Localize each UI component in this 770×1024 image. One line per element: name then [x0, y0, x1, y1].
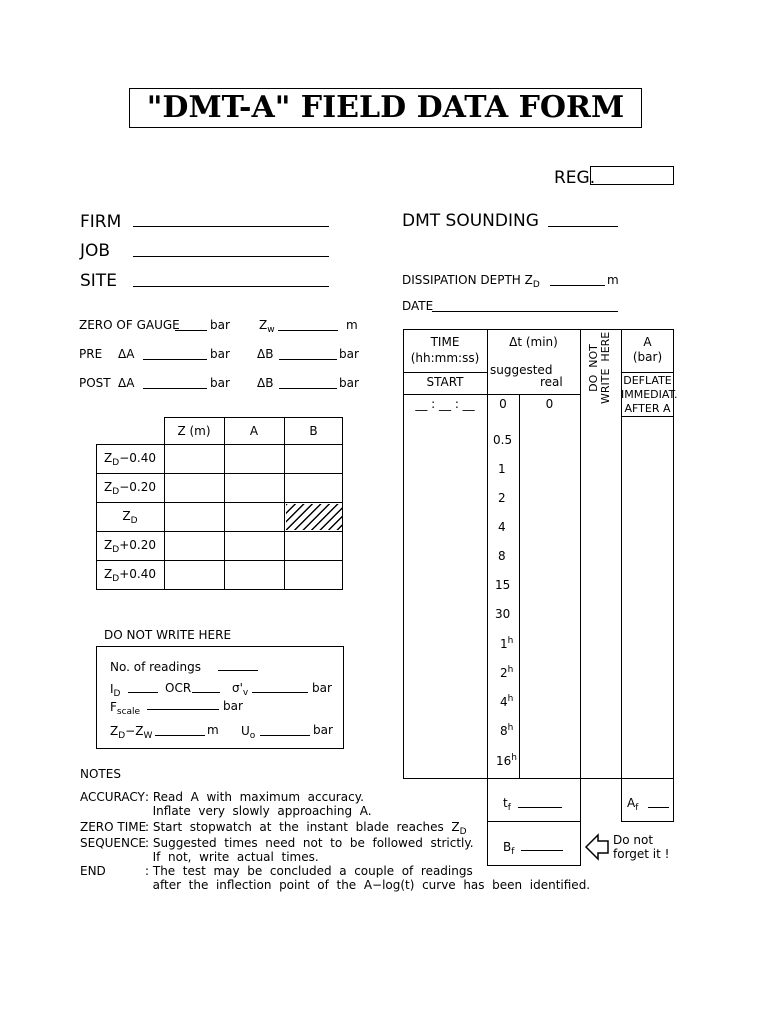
- note-key: ZERO TIME: [80, 820, 147, 834]
- reg-label: REG.: [554, 168, 596, 188]
- note-text: : The test may be concluded a couple of readings after the inflection point of the A−log(t) curve has been identified.: [145, 864, 591, 892]
- job-field[interactable]: [133, 256, 329, 257]
- post-dB-field[interactable]: [279, 388, 337, 389]
- date-field[interactable]: [432, 311, 618, 312]
- real-label: real: [540, 375, 563, 389]
- depth-header-b: B: [309, 424, 318, 438]
- dissipation-depth-label: DISSIPATION DEPTH $Z_D$: [402, 273, 540, 290]
- arrow-left-icon: [584, 833, 610, 861]
- dissipation-depth-field[interactable]: [550, 285, 605, 286]
- time-value: 4: [498, 520, 506, 534]
- dt-header: Δt (min): [509, 335, 558, 349]
- time-header: TIME: [430, 335, 460, 349]
- suggested-label: suggested: [490, 363, 553, 377]
- deflate-note: DEFLATE IMMEDIAT. AFTER A: [621, 374, 678, 415]
- pre-dA-label: ΔA: [118, 347, 135, 361]
- start-label: START: [426, 375, 464, 389]
- time-value: 8: [498, 549, 506, 563]
- zdzw-field[interactable]: [155, 735, 205, 736]
- tf-field[interactable]: [518, 807, 562, 808]
- post-dA-label: ΔA: [118, 376, 135, 390]
- uo-field[interactable]: [260, 735, 310, 736]
- readings-field[interactable]: [218, 670, 258, 671]
- hour-value: 4$^h$: [500, 694, 514, 709]
- depth-row-label: $Z_D+0.40$: [104, 567, 156, 584]
- hour-value: 2$^h$: [500, 665, 514, 680]
- id-field[interactable]: [128, 692, 158, 693]
- pre-dB-unit: bar: [339, 347, 359, 361]
- pre-dB-field[interactable]: [279, 359, 337, 360]
- real-zero: 0: [545, 397, 554, 411]
- tf-box: [487, 778, 581, 822]
- zw-label: $Z_w$: [259, 318, 275, 335]
- zw-field[interactable]: [278, 330, 338, 331]
- time-header-format: (hh:mm:ss): [410, 351, 480, 365]
- time-value: 30: [495, 607, 511, 621]
- tf-label: $t_f$: [503, 796, 511, 813]
- note-key: ACCURACY: [80, 790, 145, 804]
- note-text: : Suggested times need not to be followed strictly. If not, write actual times.: [145, 836, 474, 864]
- date-label: DATE: [402, 299, 434, 313]
- post-label: POST: [79, 376, 111, 390]
- uo-unit: bar: [313, 723, 333, 737]
- pre-label: PRE: [79, 347, 103, 361]
- uo-label: $U_o$: [241, 724, 256, 741]
- time-value: 0.5: [493, 433, 513, 447]
- pre-dB-label: ΔB: [257, 347, 274, 361]
- depth-row-label: $Z_D-0.40$: [104, 451, 156, 468]
- ocr-label: OCR: [165, 681, 192, 695]
- do-not-write-vertical: DO NOT WRITE HERE: [587, 331, 612, 404]
- fscale-label: $F_{scale}$: [110, 700, 141, 717]
- depth-row-label: $Z_D-0.20$: [104, 480, 156, 497]
- sigma-v-unit: bar: [312, 681, 332, 695]
- pre-dA-unit: bar: [210, 347, 230, 361]
- sigma-v-label: $\sigma'_v$: [232, 681, 249, 698]
- post-dB-unit: bar: [339, 376, 359, 390]
- zdzw-label: $Z_D-Z_W$: [110, 724, 153, 741]
- sigma-v-field[interactable]: [252, 692, 308, 693]
- dmt-sounding-label: DMT SOUNDING: [402, 211, 539, 231]
- site-field[interactable]: [133, 286, 329, 287]
- page-title: "DMT-A" FIELD DATA FORM: [129, 88, 642, 128]
- hour-value: 16$^h$: [496, 753, 517, 768]
- firm-field[interactable]: [133, 226, 329, 227]
- reg-field[interactable]: [590, 166, 674, 185]
- post-dA-unit: bar: [210, 376, 230, 390]
- site-label: SITE: [80, 271, 117, 291]
- fscale-field[interactable]: [147, 709, 219, 710]
- time-value: 2: [498, 491, 506, 505]
- af-label: $A_f$: [627, 796, 639, 813]
- forget-note: Do not forget it !: [613, 833, 670, 861]
- depth-row-label: $Z_D$: [122, 509, 138, 526]
- dissipation-depth-unit: m: [607, 273, 619, 287]
- depth-header-z: Z (m): [177, 424, 211, 438]
- hatched-cell: [286, 504, 342, 530]
- firm-label: FIRM: [80, 212, 122, 232]
- hour-value: 8$^h$: [500, 723, 514, 738]
- bf-box: [487, 821, 581, 866]
- pre-dA-field[interactable]: [143, 359, 207, 360]
- post-dB-label: ΔB: [257, 376, 274, 390]
- note-text: : Read A with maximum accuracy. Inflate very slowly approaching A.: [145, 790, 372, 818]
- fscale-unit: bar: [223, 699, 243, 713]
- dmt-sounding-field[interactable]: [548, 226, 618, 227]
- depth-row-label: $Z_D+0.20$: [104, 538, 156, 555]
- id-label: $I_D$: [110, 682, 121, 699]
- do-not-write-title: DO NOT WRITE HERE: [104, 628, 232, 642]
- zdzw-unit: m: [207, 723, 219, 737]
- start-time-field[interactable]: __ : __ : __: [415, 397, 475, 411]
- af-field[interactable]: [648, 807, 669, 808]
- time-value: 1: [498, 462, 506, 476]
- suggested-zero: 0: [499, 397, 507, 411]
- zw-unit: m: [346, 318, 358, 332]
- post-dA-field[interactable]: [143, 388, 207, 389]
- bf-label: $B_f$: [503, 840, 515, 857]
- notes-title: NOTES: [80, 767, 121, 781]
- zero-gauge-unit: bar: [210, 318, 230, 332]
- depth-header-a: A: [249, 424, 259, 438]
- a-header-unit: (bar): [632, 350, 663, 364]
- note-key: SEQUENCE: [80, 836, 146, 850]
- a-header: A: [643, 335, 652, 349]
- note-text: : Start stopwatch at the instant blade reaches $Z_D$: [145, 820, 467, 837]
- readings-label: No. of readings: [110, 660, 201, 674]
- note-key: END: [80, 864, 106, 878]
- zero-gauge-field[interactable]: [175, 330, 207, 331]
- bf-field[interactable]: [521, 850, 563, 851]
- job-label: JOB: [80, 241, 111, 261]
- zero-gauge-label: ZERO OF GAUGE: [79, 318, 180, 332]
- time-value: 15: [495, 578, 511, 592]
- ocr-field[interactable]: [192, 692, 220, 693]
- hour-value: 1$^h$: [500, 636, 514, 651]
